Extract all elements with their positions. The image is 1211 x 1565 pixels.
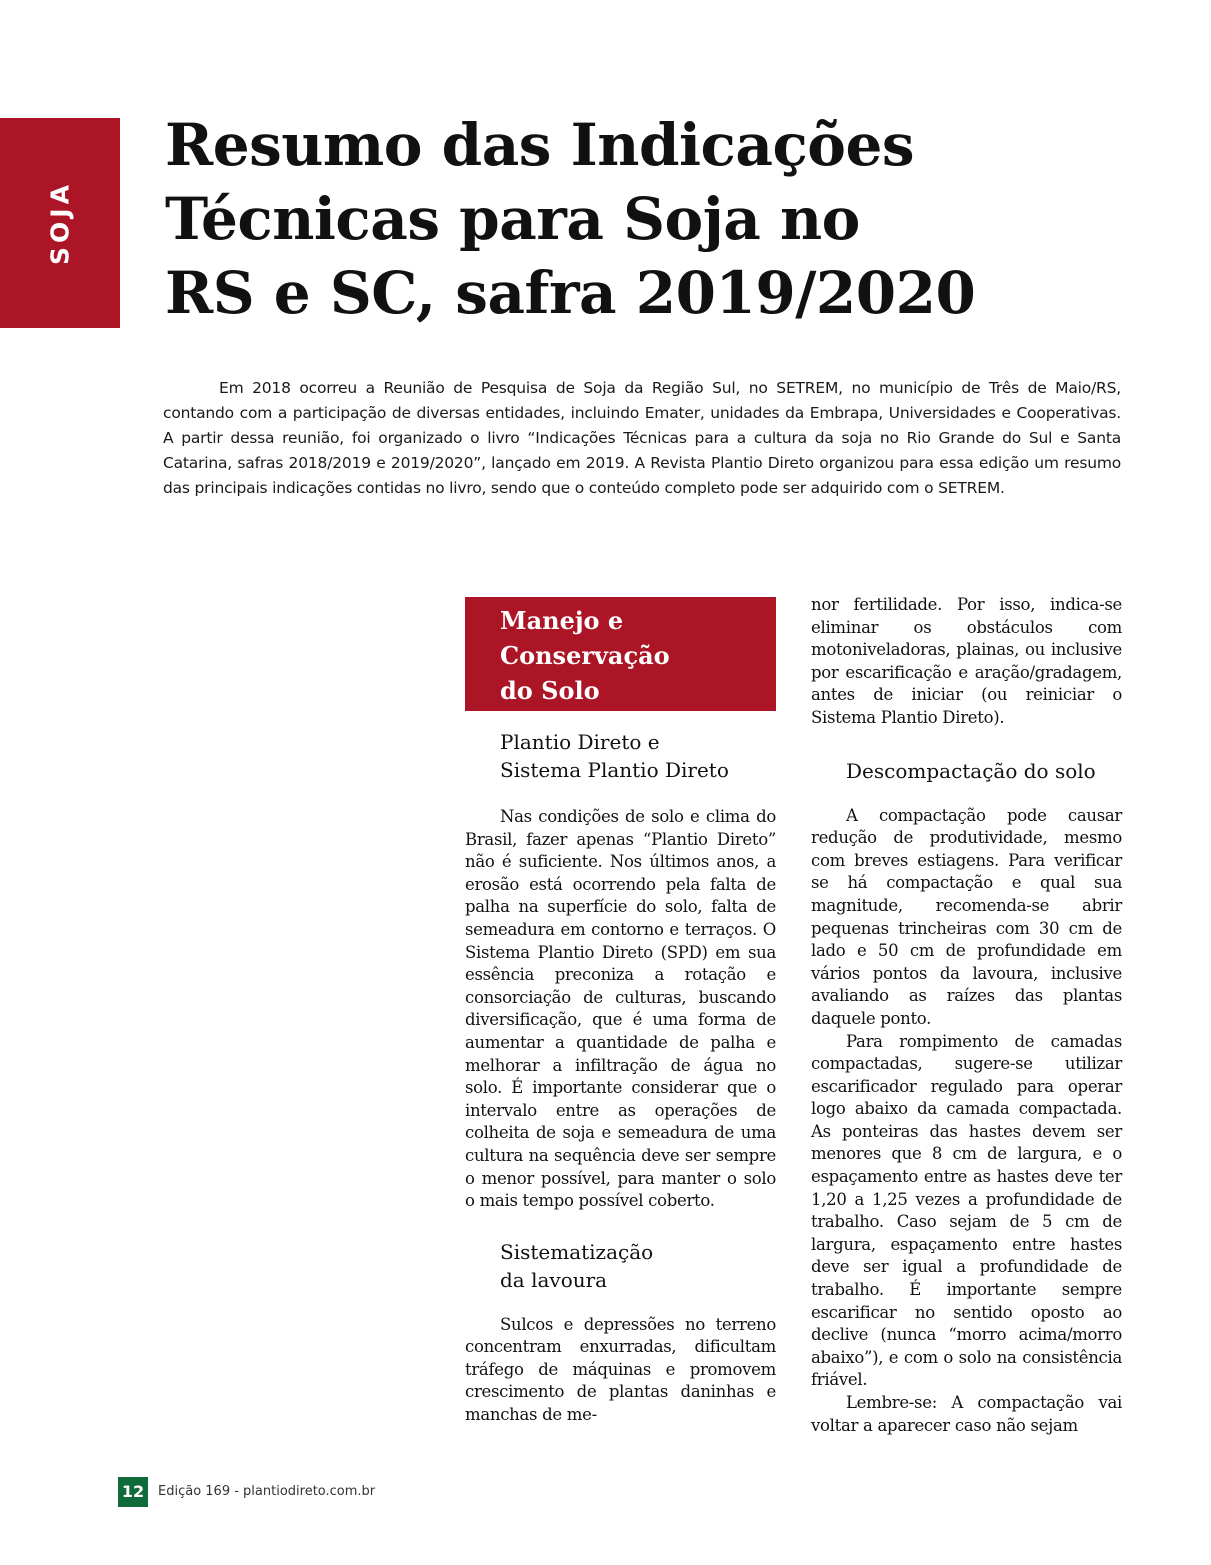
paragraph-lembre-se: Lembre-se: A compactação vai voltar a aparecer caso não sejam <box>811 1393 1122 1435</box>
paragraph-rompimento-camadas: Para rompimento de camadas compactadas, sugere-se utilizar escarificador regulado para operar logo abaixo da camada compactada. As ponteiras das hastes devem ser menores que 8 cm de largura, e o espaçamento entre as hastes deve ter 1,20 a 1,25 vezes a profundidade de trabalho. Caso sejam de 5 cm de largura, espaçamento entre hastes deve ser igual a profundidade de trabalho. É importante sempre escarificar no sentido oposto ao declive (nunca “morro acima/morro abaixo”), e com o solo na consistência friável. <box>811 1031 1122 1390</box>
page-number: 12 <box>118 1477 148 1507</box>
section-heading-line-1: Manejo e <box>500 606 624 635</box>
title-line-1: Resumo das Indicações <box>165 111 914 179</box>
subheading-line-2: Sistema Plantio Direto <box>500 758 729 782</box>
section-heading-box <box>465 597 776 711</box>
column-middle <box>465 597 776 1427</box>
paragraph-compactacao-verificacao: A compactação pode causar redução de produtividade, mesmo com breves estiagens. Para verificar se há compactação e qual sua magnitude, recomenda-se abrir pequenas trincheiras com 30 cm de lado e 50 cm de profundidade em vários pontos da lavoura, inclusive avaliando as raízes das plantas daquele ponto. <box>811 805 1122 1028</box>
intro-paragraph: Em 2018 ocorreu a Reunião de Pesquisa de Soja da Região Sul, no SETREM, no município de Três de Maio/RS, contando com a participação de diversas entidades, incluindo Emater, unidades da Embrapa, Universidades e Cooperativas. A partir dessa reunião, foi organizado o livro “Indicações Técnicas para a cultura da soja no Rio Grande do Sul e Santa Catarina, safras 2018/2019 e 2019/2020”, lançado em 2019. A Revista Plantio Direto organizou para essa edição um resumo das principais indicações contidas no livro, sendo que o conteúdo completo pode ser adquirido com o SETREM. <box>163 379 1121 497</box>
column-right <box>811 594 1122 1437</box>
paragraph-plantio-direto: Nas condições de solo e clima do Brasil, fazer apenas “Plantio Direto” não é suficiente. Nos últimos anos, a erosão está ocorrendo pela falta de palha na superfície do solo, falta de semeadura em contorno e terraços. O Sistema Plantio Direto (SPD) em sua essência preconiza a rotação e consorciação de culturas, buscando diversificação, que é uma forma de aumentar a quantidade de palha e melhorar a infiltração de água no solo. É importante considerar que o intervalo entre as operações de colheita de soja e semeadura de uma cultura na sequência deve ser sempre o menor possível, para manter o solo o mais tempo possível coberto. <box>465 807 776 1211</box>
paragraph-sistematizacao-continued: nor fertilidade. Por isso, indica-se eliminar os obstáculos com motoniveladoras, plainas, ou inclusive por escarificação e aração/gradagem, antes de iniciar (ou reiniciar o Sistema Plantio Direto). <box>811 595 1122 727</box>
subheading-line-2: da lavoura <box>500 1267 608 1292</box>
subheading-line-1: Sistematização <box>500 1239 654 1264</box>
section-tab-label: SOJA <box>45 181 75 265</box>
subheading-descompactacao: Descompactação do solo <box>846 758 1096 783</box>
section-heading-line-3: do Solo <box>500 676 600 705</box>
title-line-3: RS e SC, safra 2019/2020 <box>165 259 976 327</box>
subheading-plantio-direto <box>465 728 776 784</box>
section-heading-line-2: Conservação <box>500 641 670 670</box>
title-line-2: Técnicas para Soja no <box>165 185 860 253</box>
subheading-line-1: Plantio Direto e <box>500 730 660 754</box>
subheading-sistematizacao <box>465 1238 776 1294</box>
article-title <box>165 108 1165 330</box>
footer-edition-text: Edição 169 - plantiodireto.com.br <box>158 1484 376 1499</box>
paragraph-sistematizacao: Sulcos e depressões no terreno concentram enxurradas, dificultam tráfego de máquinas e promovem crescimento de plantas daninhas e manchas de me- <box>465 1314 776 1425</box>
